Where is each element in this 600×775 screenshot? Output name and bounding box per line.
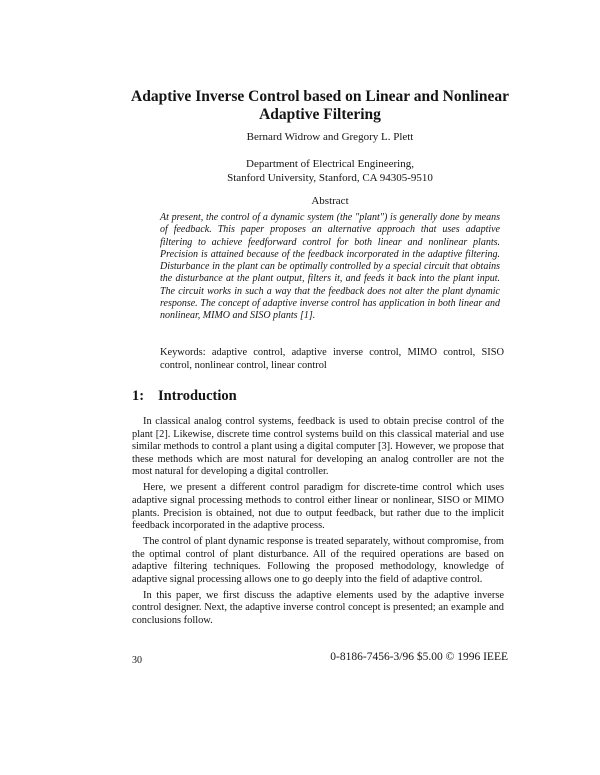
- paragraph: Here, we present a different control paradigm for discrete-time control which uses adaptive signal processing methods to control either linear or nonlinear, SISO or MIMO plants. Precision is obtained, not due to output feedback, but rather due to the implicit feedback incorporated in the adaptive process.: [132, 482, 504, 532]
- affiliation-line-2: Stanford University, Stanford, CA 94305-9510: [227, 172, 433, 184]
- keywords-text: adaptive control, adaptive inverse control, MIMO control, SISO control, nonlinear control, linear control: [160, 347, 504, 371]
- page-number: 30: [132, 655, 142, 666]
- section-title: Introduction: [158, 388, 237, 404]
- title-line-1: Adaptive Inverse Control based on Linear and Nonlinear: [131, 88, 509, 105]
- affiliation-line-1: Department of Electrical Engineering,: [246, 158, 414, 170]
- section-number: 1:: [132, 388, 145, 404]
- paragraph: In classical analog control systems, feedback is used to obtain precise control of the plant [2]. Likewise, discrete time control systems build on this classical material and use similar methods to control a plant using a digital computer [3]. However, we propose that these methods which are most natural for developing an analog controller are not the most natural for developing a digital controller.: [132, 416, 504, 478]
- paragraph: The control of plant dynamic response is treated separately, without compromise, from the optimal control of plant disturbance. All of the required operations are based on adaptive filtering techniques. Following the proposed methodology, knowledge of adaptive signal processing allows one to go deeply into the field of adaptive control.: [132, 536, 504, 585]
- affiliation: [140, 157, 520, 185]
- author-list: Bernard Widrow and Gregory L. Plett: [246, 131, 414, 143]
- keywords-label: Keywords:: [160, 347, 206, 358]
- title-line-2: Adaptive Filtering: [259, 106, 381, 123]
- keywords: [160, 346, 504, 372]
- section-heading-introduction: [132, 388, 432, 405]
- paper-title: [120, 88, 520, 124]
- abstract-heading: Abstract: [311, 195, 349, 207]
- copyright-code: 0-8186-7456-3/96 $5.00 © 1996 IEEE: [330, 651, 508, 663]
- abstract-body: At present, the control of a dynamic system (the "plant") is generally done by means of feedback. This paper proposes an alternative approach that uses adaptive filtering to achieve feedforward control for both linear and nonlinear plants. Precision is attained because of the feedback incorporated in the adaptive filtering. Disturbance in the plant can be optimally controlled by a special circuit that obtains the disturbance at the plant output, filters it, and feeds it back into the plant input. The circuit works in such a way that the feedback does not alter the plant dynamic response. The concept of adaptive inverse control has application in both linear and nonlinear, MIMO and SISO plants [1].: [160, 212, 500, 322]
- introduction-body: [132, 416, 504, 631]
- paragraph: In this paper, we first discuss the adaptive elements used by the adaptive inverse control designer. Next, the adaptive inverse control concept is presented; an example and conclusions follow.: [132, 589, 504, 627]
